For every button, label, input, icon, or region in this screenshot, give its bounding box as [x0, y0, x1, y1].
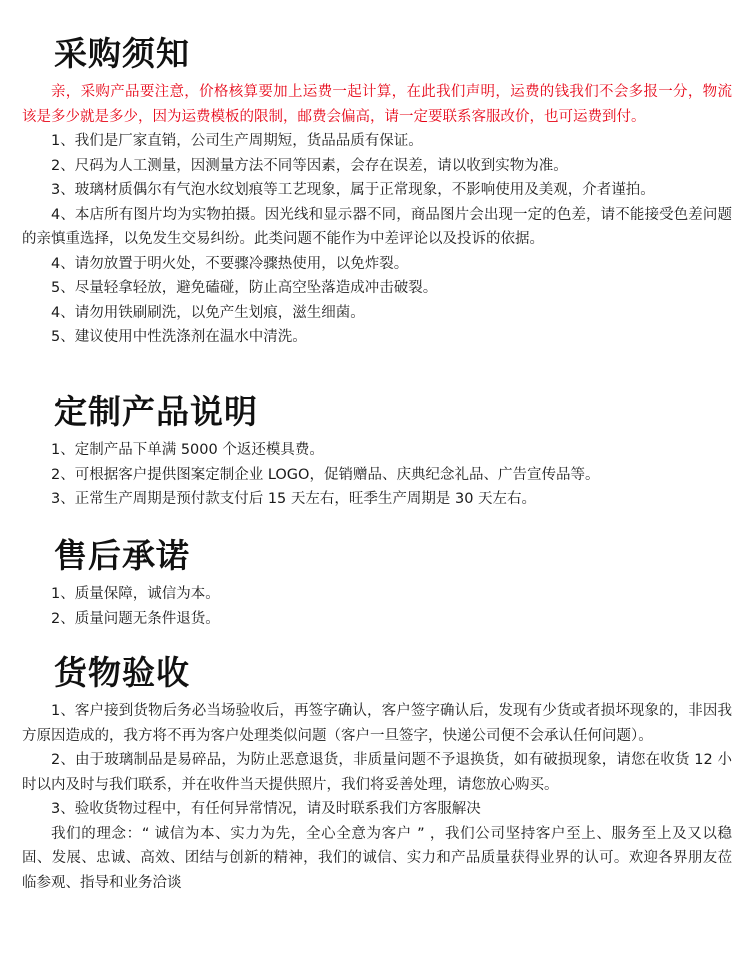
section-after-sales: [22, 536, 732, 631]
purchase-item-2: 2、尺码为人工测量，因测量方法不同等因素，会存在误差，请以收到实物为准。: [51, 157, 568, 174]
receipt-item-1: 1、客户接到货物后务必当场验收后，再签字确认，客户签字确认后，发现有少货或者损坏现象的，非因我方原因造成的，我方将不再为客户处理类似问题（客户一旦签字，快递公司便不会承认任何问题）。: [22, 703, 732, 744]
shipping-notice: 亲，采购产品要注意，价格核算要加上运费一起计算，在此我们声明，运费的钱我们不会多报一分，物流该是多少就是多少，因为运费模板的限制，邮费会偏高，请一定要联系客服改价，也可运费到付。: [22, 84, 732, 125]
custom-item-1: 1、定制产品下单满 5000 个返还模具费。: [51, 442, 324, 458]
section-title-after-sales: 售后承诺: [54, 536, 190, 575]
purchase-item-1: 1、我们是厂家直销，公司生产周期短，货品品质有保证。: [51, 133, 423, 149]
custom-item-3: 3、正常生产周期是预付款支付后 15 天左右，旺季生产周期是 30 天左右。: [51, 491, 537, 507]
receipt-item-3: 3、验收货物过程中，有任何异常情况，请及时联系我们方客服解决: [51, 801, 481, 817]
custom-item-2: 2、可根据客户提供图案定制企业 LOGO，促销赠品、庆典纪念礼品、广告宣传品等。: [51, 466, 600, 483]
purchase-item-6: 5、尽量轻拿轻放，避免磕碰，防止高空坠落造成冲击破裂。: [51, 280, 438, 296]
purchase-item-7: 4、请勿用铁刷刷洗，以免产生划痕，滋生细菌。: [51, 304, 365, 321]
company-philosophy: 我们的理念：“ 诚信为本、实力为先，全心全意为客户 ” ，我们公司坚持客户至上、服务至上及又以稳固、发展、忠诚、高效、团结与创新的精神，我们的诚信、实力和产品质量获得业界的认可。欢迎各界朋友莅临参观、指导和业务洽谈: [22, 825, 732, 891]
section-title-receipt: 货物验收: [54, 653, 190, 692]
purchase-item-4: 4、本店所有图片均为实物拍摄。因光线和显示器不同，商品图片会出现一定的色差，请不能接受色差问题的亲慎重选择，以免发生交易纠纷。此类问题不能作为中差评论以及投诉的依据。: [22, 206, 732, 247]
section-title-purchase: 采购须知: [54, 34, 190, 73]
purchase-item-5: 4、请勿放置于明火处，不要骤冷骤热使用，以免炸裂。: [51, 255, 409, 272]
after-sales-item-1: 1、质量保障，诚信为本。: [51, 586, 220, 602]
section-goods-receipt: [22, 653, 732, 895]
receipt-item-2: 2、由于玻璃制品是易碎品，为防止恶意退货，非质量问题不予退换货，如有破损现象，请您在收货 12 小时以内及时与我们联系，并在收件当天提供照片，我们将妥善处理，请您放心购买。: [22, 752, 732, 793]
after-sales-item-2: 2、质量问题无条件退货。: [51, 610, 220, 627]
section-custom-products: [22, 392, 732, 512]
section-purchase-notice: [22, 34, 732, 350]
purchase-item-8: 5、建议使用中性洗涤剂在温水中清洗。: [51, 329, 307, 345]
purchase-item-3: 3、玻璃材质偶尔有气泡水纹划痕等工艺现象，属于正常现象，不影响使用及美观，介者谨拍。: [51, 182, 655, 198]
section-title-custom: 定制产品说明: [54, 392, 258, 431]
